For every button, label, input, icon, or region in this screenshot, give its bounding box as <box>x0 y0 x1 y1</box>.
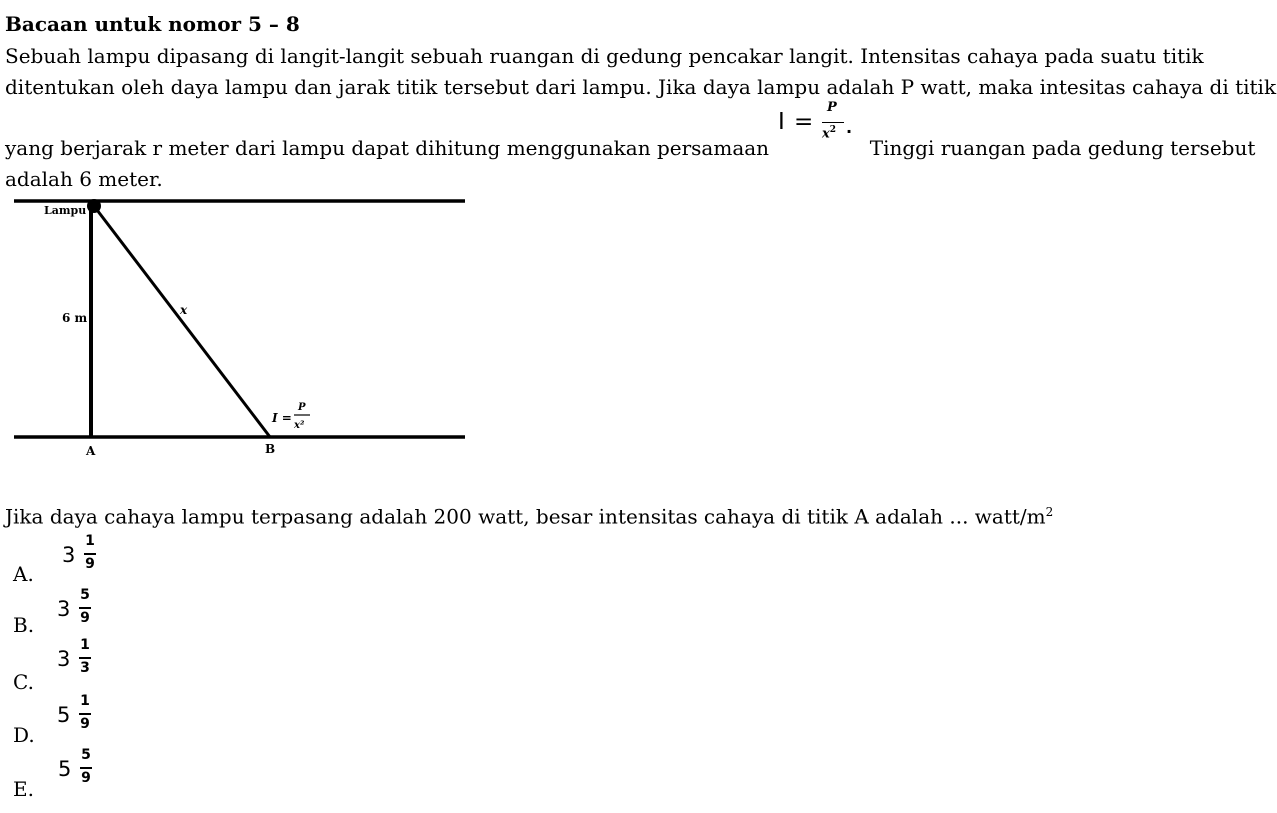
passage-line-1: Sebuah lampu dipasang di langit-langit sebuah ruangan di gedung pencakar langit. Intensitas cahaya pada suatu titik <box>5 44 1204 68</box>
option-b-bar <box>79 607 91 609</box>
question-text <box>5 500 1053 529</box>
formula-equals: = <box>794 109 814 135</box>
question-unit-exponent: 2 <box>1045 505 1054 519</box>
lamp-label: Lampu <box>44 204 87 217</box>
formula-denominator-base: x <box>822 126 830 142</box>
point-a-label: A <box>86 444 96 458</box>
diagram-formula-lhs: I = <box>272 411 292 425</box>
formula-denominator <box>822 125 836 141</box>
passage-line-3-after: Tinggi ruangan pada gedung tersebut <box>869 136 1256 160</box>
option-c-letter[interactable]: C. <box>13 670 34 694</box>
diagram-formula-numerator: P <box>298 402 306 413</box>
lamp-icon <box>87 199 101 213</box>
option-e-letter[interactable]: E. <box>13 777 34 801</box>
question-body: Jika daya cahaya lampu terpasang adalah 200 watt, besar intensitas cahaya di titik A adalah ... watt/m <box>5 504 1046 529</box>
option-d-value[interactable] <box>57 693 101 737</box>
option-d-numerator: 1 <box>80 693 90 709</box>
diagram-formula-denominator: x² <box>294 420 305 431</box>
option-a-bar <box>84 553 96 555</box>
option-d-denominator: 9 <box>80 716 90 732</box>
option-e-whole: 5 <box>58 757 72 781</box>
formula-exponent: 2 <box>829 125 837 135</box>
option-d-letter[interactable]: D. <box>13 723 35 747</box>
option-b-denominator: 9 <box>80 610 90 626</box>
option-b-letter[interactable]: B. <box>13 613 35 637</box>
option-b-value[interactable] <box>57 587 101 631</box>
formula-numerator: P <box>827 100 837 115</box>
formula-period: . <box>846 118 853 137</box>
option-c-denominator: 3 <box>80 660 90 676</box>
formula-fraction-bar <box>822 122 844 123</box>
passage-line-4: adalah 6 meter. <box>5 167 163 191</box>
option-a-denominator: 9 <box>85 556 95 572</box>
point-b-label: B <box>265 442 276 456</box>
formula-lhs: I <box>778 109 785 135</box>
option-b-whole: 3 <box>57 597 71 621</box>
room-diagram <box>0 190 480 470</box>
option-a-whole: 3 <box>62 543 76 567</box>
option-e-denominator: 9 <box>81 770 91 786</box>
distance-line <box>94 206 270 437</box>
option-a-value[interactable] <box>62 533 106 577</box>
height-label: 6 m <box>62 311 88 325</box>
option-c-whole: 3 <box>57 647 71 671</box>
option-b-numerator: 5 <box>80 587 90 603</box>
passage-line-2: ditentukan oleh daya lampu dan jarak titik tersebut dari lampu. Jika daya lampu adalah P watt, maka intesitas cahaya di titik <box>5 75 1277 99</box>
hypotenuse-label: x <box>180 303 188 317</box>
passage-line-3-before: yang berjarak r meter dari lampu dapat dihitung menggunakan persamaan <box>5 136 770 160</box>
intensity-formula <box>778 100 858 154</box>
option-d-whole: 5 <box>57 703 71 727</box>
option-e-value[interactable] <box>58 747 102 791</box>
option-d-bar <box>79 713 91 715</box>
option-e-bar <box>80 767 92 769</box>
option-e-numerator: 5 <box>81 747 91 763</box>
option-c-bar <box>79 657 91 659</box>
option-a-numerator: 1 <box>85 533 95 549</box>
passage-line-3 <box>5 136 1255 160</box>
option-a-letter[interactable]: A. <box>13 562 34 586</box>
section-heading: Bacaan untuk nomor 5 – 8 <box>5 12 300 36</box>
option-c-value[interactable] <box>57 637 101 681</box>
option-c-numerator: 1 <box>80 637 90 653</box>
